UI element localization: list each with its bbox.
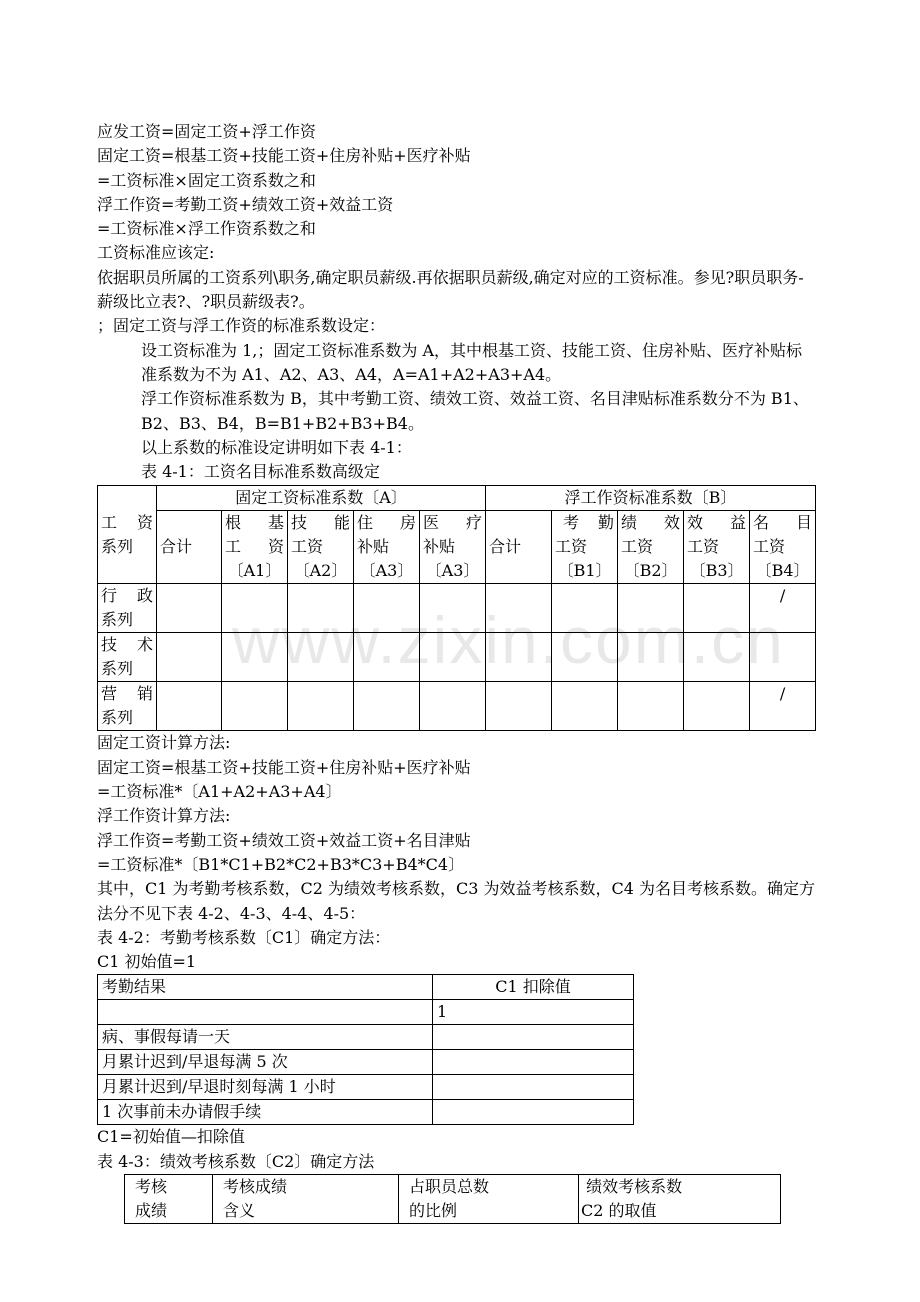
table-cell: 1: [433, 1000, 634, 1025]
table-cell: 1 次事前未办请假手续: [98, 1100, 433, 1125]
formula-line: C1 初始值=1: [97, 952, 197, 972]
column-header: 考勤 工资 〔B1〕: [552, 511, 618, 584]
table-cell: [433, 1050, 634, 1075]
table-row: [98, 1075, 634, 1100]
table-cell: [433, 1025, 634, 1050]
formula-line: C1=初始值—扣除值: [97, 1127, 245, 1147]
series-label-cell: 行政 系列: [98, 584, 157, 633]
table-cell: 月累计迟到/早退每满 5 次: [98, 1050, 433, 1075]
column-header: C1 扣除值: [433, 975, 634, 1000]
formula-line: 浮工作资=考勤工资+绩效工资+效益工资+名目津贴: [97, 830, 471, 850]
column-header: 绩效 工资 〔B2〕: [618, 511, 684, 584]
formula-line: 应发工资=固定工资+浮工作资: [97, 122, 316, 141]
table-cell: [750, 633, 816, 682]
group-header-float: 浮工作资标准系数〔B〕: [486, 486, 816, 511]
group-header-fixed: 固定工资标准系数〔A〕: [157, 486, 486, 511]
formula-line: 浮工作资=考勤工资+绩效工资+效益工资: [97, 194, 394, 214]
table-title: 表 4-3：绩效考核系数〔C2〕确定方法: [97, 1151, 375, 1171]
series-label-cell: 营销 系列: [98, 682, 157, 731]
total-header: 合计: [486, 511, 552, 584]
formula-line: 固定工资=根基工资+技能工资+住房补贴+医疗补贴: [97, 757, 471, 777]
table-row: [98, 1050, 634, 1075]
total-header: 合计: [157, 511, 222, 584]
formula-line: =工资标准×浮工作资系数之和: [97, 219, 316, 239]
document-page: [97, 120, 817, 1224]
formula-line: 固定工资=根基工资+技能工资+住房补贴+医疗补贴: [97, 146, 471, 166]
table-title: 表 4-1：工资名目标准系数高级定: [141, 462, 380, 482]
section-heading: 固定工资计算方法:: [97, 733, 231, 753]
section-heading: ；固定工资与浮工作资的标准系数设定：: [97, 316, 386, 336]
table-row: [98, 633, 816, 682]
formula-line: =工资标准*〔A1+A2+A3+A4〕: [97, 782, 342, 802]
column-header: 住房 补贴 〔A3〕: [354, 511, 420, 584]
watermark: www.zixin.com.cn: [232, 603, 785, 677]
series-label-cell: 技术 系列: [98, 633, 157, 682]
column-header: 技能 工资 〔A2〕: [288, 511, 354, 584]
column-header: 占职员总数 的比例: [399, 1175, 579, 1224]
column-header: 绩效考核系数 C2 的取值: [579, 1175, 781, 1224]
table-cell: 病、事假每请一天: [98, 1025, 433, 1050]
table-title: 表 4-2：考勤考核系数〔C1〕确定方法：: [97, 927, 391, 947]
table-row: [98, 1025, 634, 1050]
column-header: 根基 工资 〔A1〕: [222, 511, 288, 584]
table-cell: 月累计迟到/早退时刻每满 1 小时: [98, 1075, 433, 1100]
column-header: 考核成绩 含义: [213, 1175, 399, 1224]
table-cell: /: [750, 682, 816, 731]
table-cell: [433, 1075, 634, 1100]
table-header-row: [125, 1175, 781, 1224]
paragraph: 设工资标准为 1,；固定工资标准系数为 A，其中根基工资、技能工资、住房补贴、医疗补贴标准系数为不为 A1、A2、A3、A4，A=A1+A2+A3+A4。: [141, 340, 802, 384]
table-cell: [98, 1000, 433, 1025]
table-row: [98, 584, 816, 633]
table-row: [98, 1000, 634, 1025]
table-row: [98, 1100, 634, 1125]
performance-table: [124, 1174, 781, 1224]
formula-line: =工资标准*〔B1*C1+B2*C2+B3*C3+B4*C4〕: [97, 854, 465, 874]
table-header-row: [98, 975, 634, 1000]
paragraph: 以上系数的标准设定讲明如下表 4-1：: [141, 437, 412, 457]
paragraph: 浮工作资标准系数为 B，其中考勤工资、绩效工资、效益工资、名目津贴标准系数分不为 B1、B2、B3、B4，B=B1+B2+B3+B4。: [141, 389, 809, 433]
table-cell: [433, 1100, 634, 1125]
table-row: [98, 682, 816, 731]
column-header: 效益 工资 〔B3〕: [684, 511, 750, 584]
section-heading: 工资标准应该定:: [97, 243, 215, 263]
column-header: 考勤结果: [98, 975, 433, 1000]
paragraph: 依据职员所属的工资系列\职务,确定职员薪级.再依据职员薪级,确定对应的工资标准。参见?职员职务-薪级比立表?、?职员薪级表?。: [97, 267, 804, 312]
paragraph: 其中，C1 为考勤考核系数，C2 为绩效考核系数，C3 为效益考核系数，C4 为名目考核系数。确定方法分不见下表 4-2、4-3、4-4、4-5：: [97, 879, 816, 923]
salary-coefficient-table: [97, 485, 816, 731]
column-header: 考核 成绩: [125, 1175, 213, 1224]
attendance-table: [97, 974, 634, 1125]
column-header: 名目 工资 〔B4〕: [750, 511, 816, 584]
section-heading: 浮工作资计算方法:: [97, 806, 231, 826]
row-header-cell: 工资 系列: [98, 486, 157, 584]
table-cell: /: [750, 584, 816, 633]
formula-line: =工资标准×固定工资系数之和: [97, 170, 316, 190]
column-header: 医疗 补贴 〔A3〕: [420, 511, 486, 584]
